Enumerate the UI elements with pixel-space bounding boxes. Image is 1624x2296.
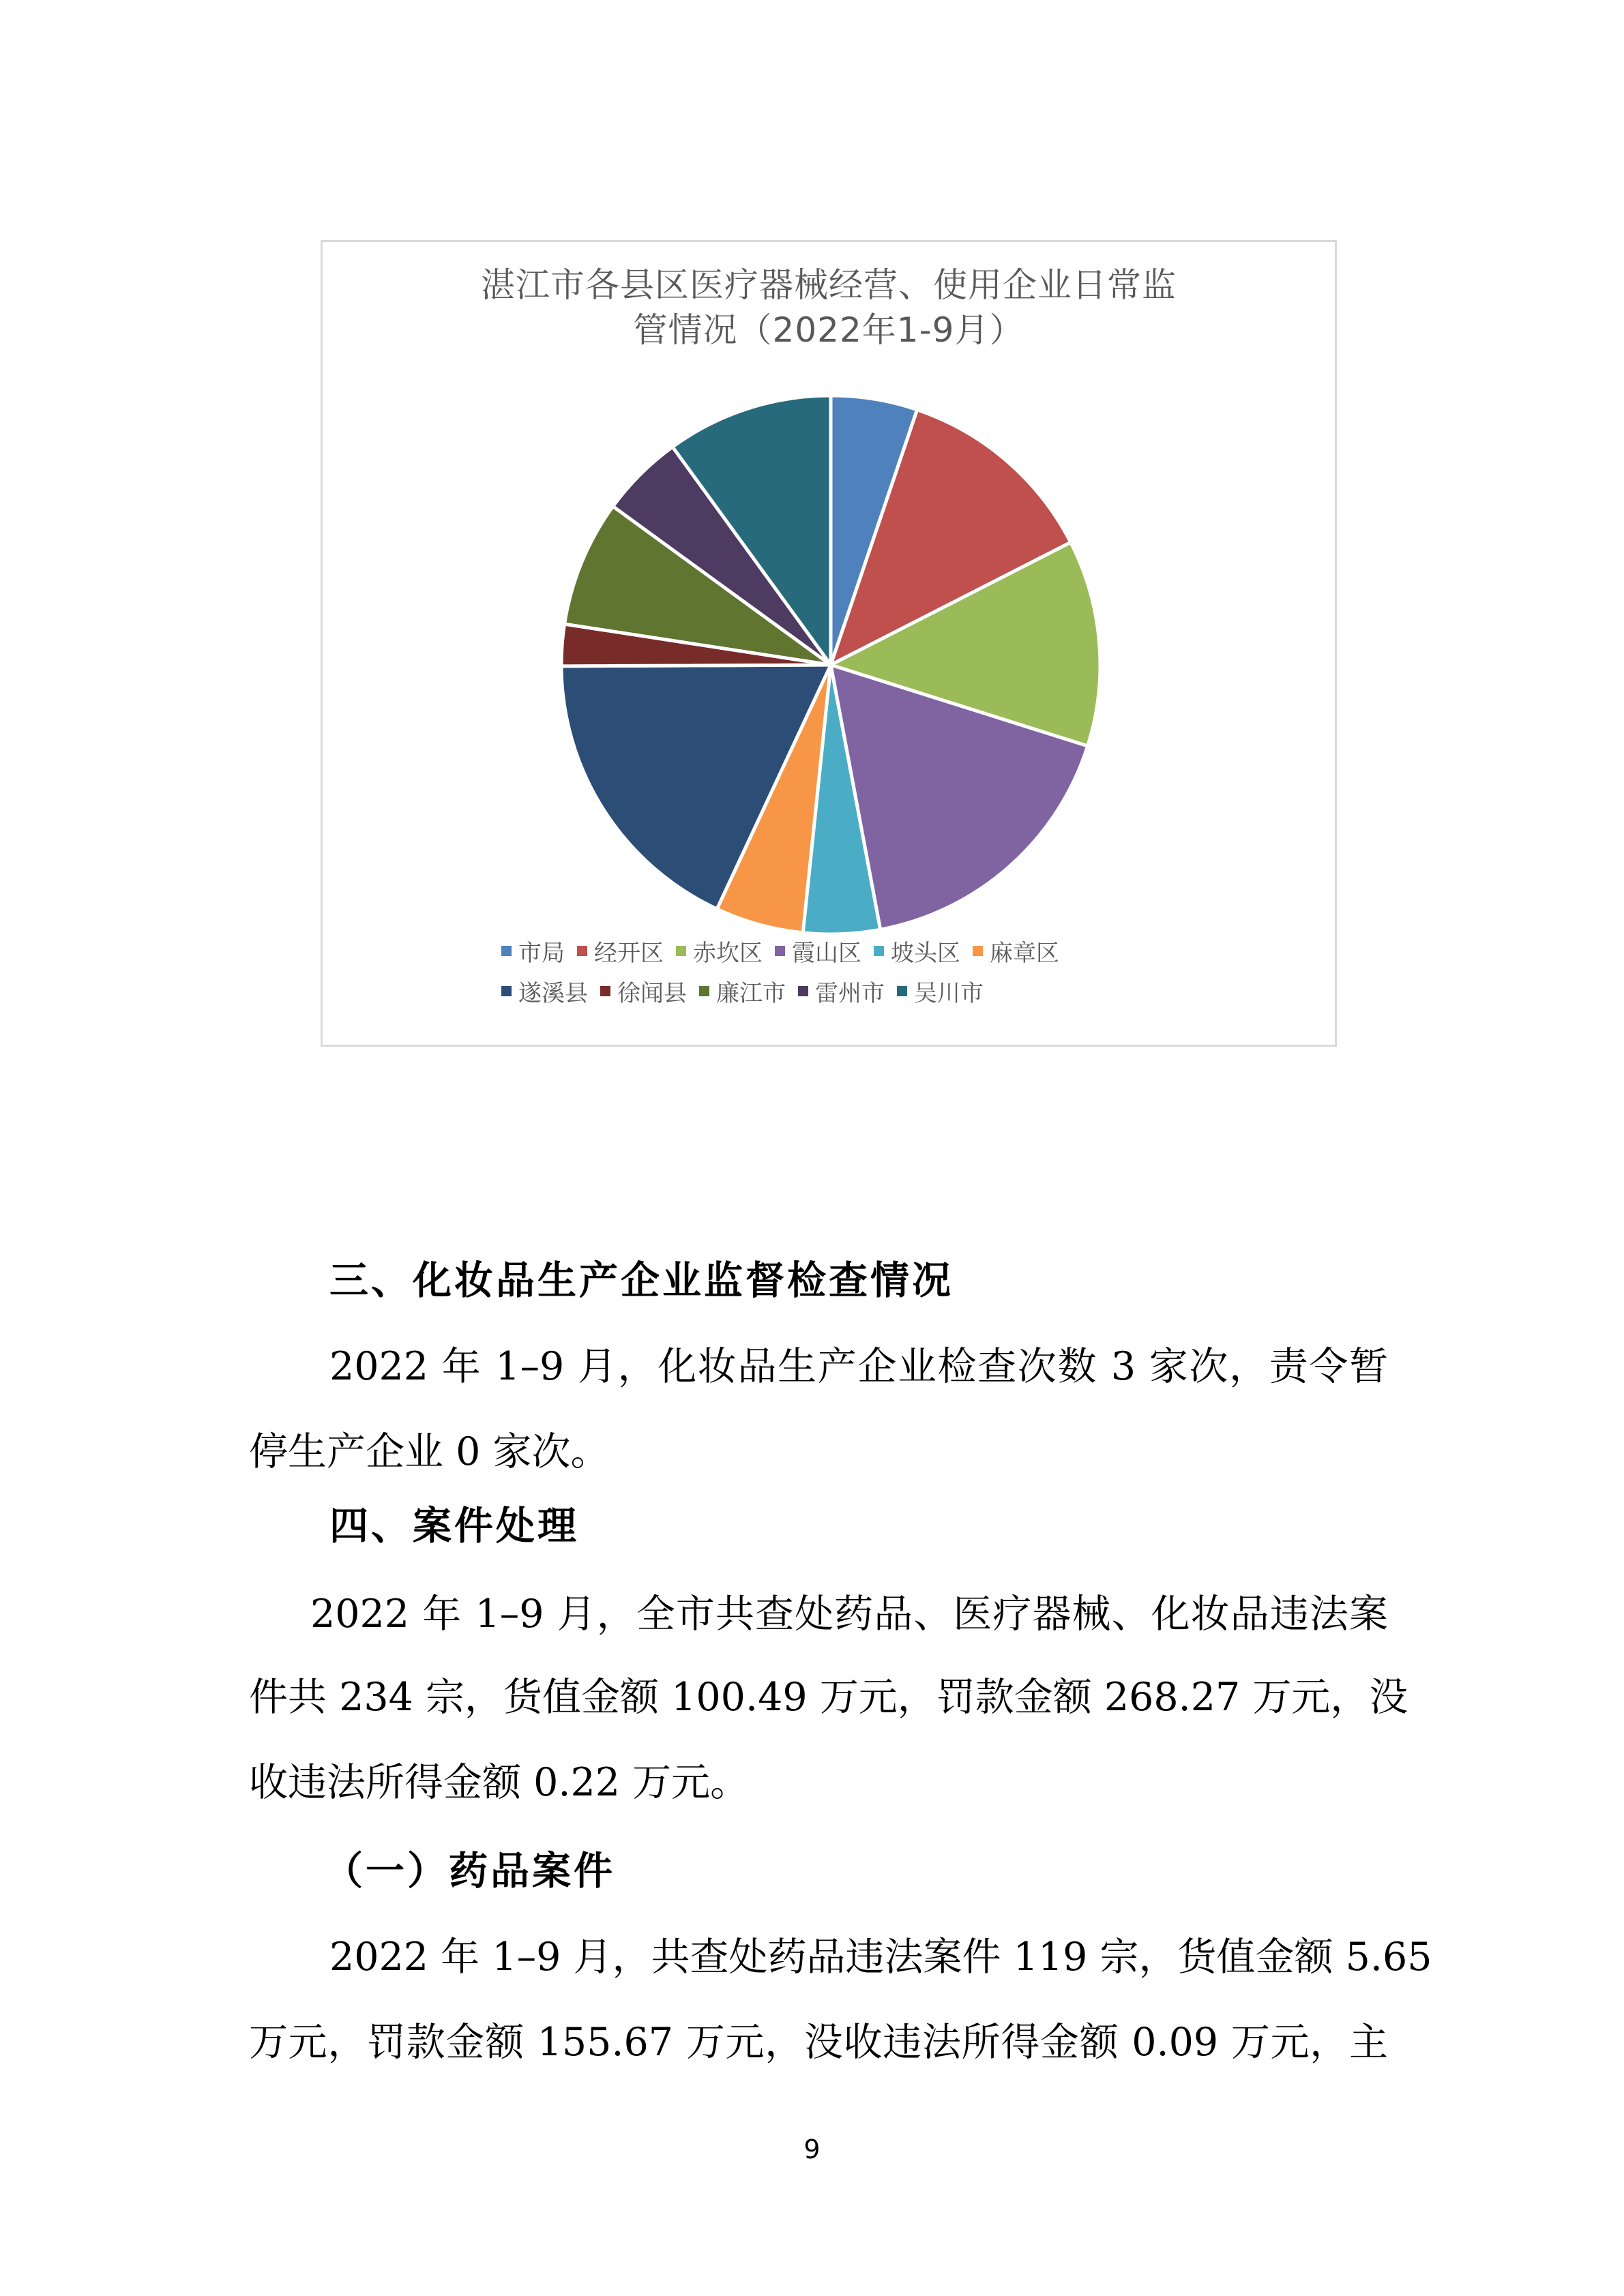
chart-title-line1: 湛江市各县区医疗器械经营、使用企业日常监 [481,265,1177,305]
chart-title-line2: 管情况（2022年1-9月） [633,310,1024,350]
legend-label: 麻章区 [990,940,1059,967]
section-heading-4: 四、案件处理 [329,1504,579,1549]
legend-label: 经开区 [594,940,664,967]
legend-label: 遂溪县 [518,980,588,1007]
section-heading-3: 三、化妆品生产企业监督检查情况 [329,1258,954,1303]
legend-label: 赤坎区 [693,940,763,967]
page-number: 9 [803,2134,821,2164]
paragraph-line: 2022 年 1–9 月，共查处药品违法案件 119 宗，货值金额 5.65 [329,1935,1432,1980]
legend-label: 市局 [518,940,565,967]
paragraph-line: 万元，罚款金额 155.67 万元，没收违法所得金额 0.09 万元，主 [249,2020,1388,2065]
paragraph-line: 2022 年 1–9 月，化妆品生产企业检查次数 3 家次，责令暂 [329,1344,1388,1389]
paragraph-line: 2022 年 1–9 月，全市共查处药品、医疗器械、化妆品违法案 [310,1592,1388,1637]
subsection-heading-1: （一）药品案件 [324,1849,615,1894]
paragraph-line: 收违法所得金额 0.22 万元。 [249,1760,750,1805]
document-body [249,0,1432,2296]
legend-label: 吴川市 [914,980,984,1007]
paragraph-line: 停生产企业 0 家次。 [249,1429,610,1474]
paragraph-line: 件共 234 宗，货值金额 100.49 万元，罚款金额 268.27 万元，没 [249,1675,1408,1720]
legend-label: 霞山区 [792,940,861,967]
legend-label: 廉江市 [716,980,786,1007]
legend-label: 雷州市 [815,980,885,1007]
legend-label: 徐闻县 [617,980,687,1007]
legend-label: 坡头区 [891,940,960,967]
